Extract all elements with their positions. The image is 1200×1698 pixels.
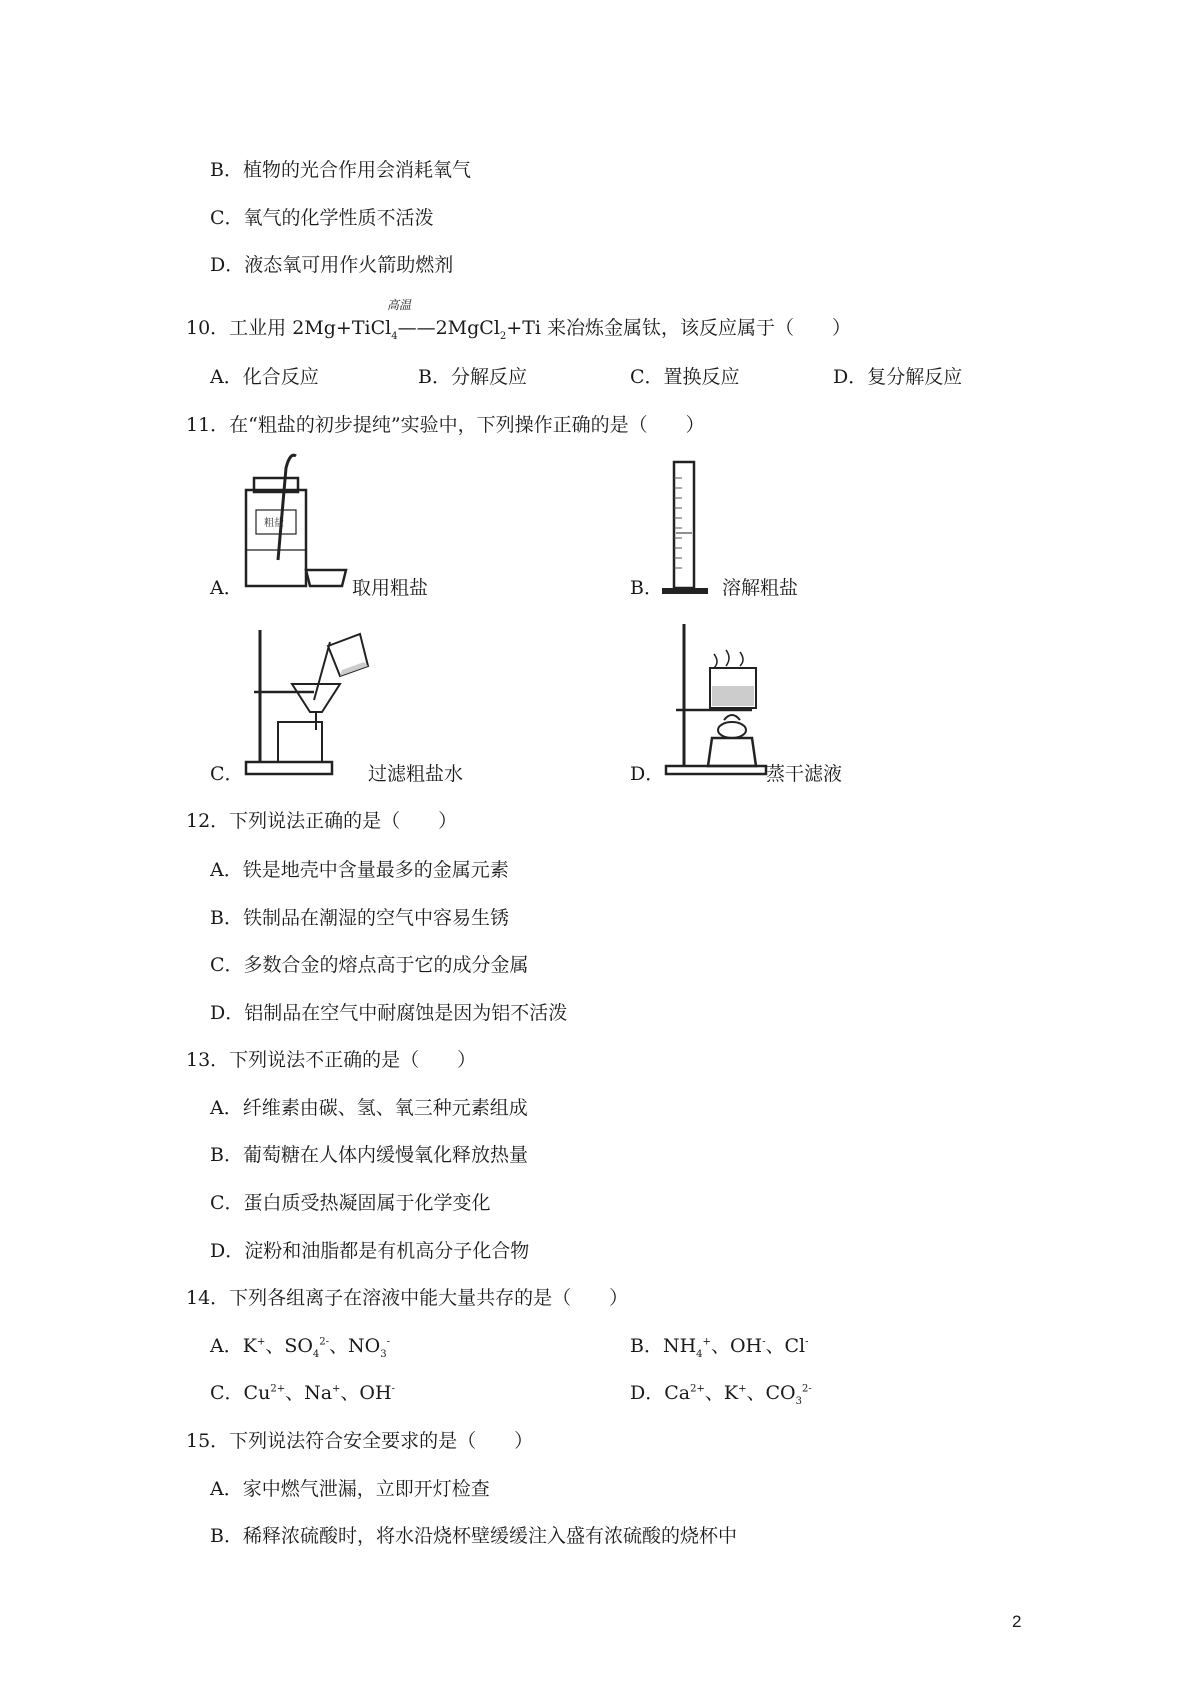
- ion-text: 、Cl: [765, 1335, 806, 1357]
- ion-charge: -: [386, 1336, 391, 1348]
- q14-d-label: D．: [630, 1382, 665, 1404]
- ion-subscript: 4: [696, 1348, 703, 1360]
- ion-charge: -: [391, 1383, 395, 1395]
- figure-graduated-cylinder: [660, 458, 710, 598]
- ion-charge: 2+: [270, 1383, 286, 1395]
- q13-stem: 13．下列说法不正确的是（ ）: [186, 1049, 477, 1071]
- ion-charge: +: [256, 1336, 266, 1348]
- figure-evaporation: [662, 620, 772, 778]
- ion-charge: +: [702, 1336, 711, 1348]
- q12-stem: 12．下列说法正确的是（ ）: [186, 810, 458, 832]
- q13-option-c: C．蛋白质受热凝固属于化学变化: [210, 1192, 491, 1214]
- ion-charge: +: [738, 1383, 747, 1395]
- q10-option-a: A．化合反应: [210, 366, 319, 388]
- q10-option-d: D．复分解反应: [833, 366, 963, 388]
- q15-option-a: A．家中燃气泄漏，立即开灯检查: [210, 1478, 490, 1500]
- ion-charge: -: [762, 1336, 766, 1348]
- ion-text: NH: [662, 1335, 697, 1357]
- q15-stem: 15．下列说法符合安全要求的是（ ）: [186, 1430, 534, 1452]
- figure-take-salt: [238, 450, 350, 590]
- q10-mid: 2MgCl: [435, 317, 500, 339]
- q9-option-c: C．氧气的化学性质不活泼: [210, 207, 434, 229]
- q14-c-label: C．: [210, 1382, 244, 1404]
- ion-text: Ca: [664, 1382, 691, 1404]
- q10-sub2: 2: [499, 330, 507, 342]
- ion-text: 、K: [704, 1382, 739, 1404]
- ion-text: Cu: [243, 1382, 271, 1404]
- q12-option-b: B．铁制品在潮湿的空气中容易生锈: [210, 907, 509, 929]
- ion-charge: -: [805, 1336, 809, 1348]
- q14-a-label: A．: [210, 1335, 243, 1357]
- q10-prefix: 10．工业用 2Mg+TiCl: [186, 317, 392, 339]
- ion-subscript: 3: [795, 1395, 802, 1407]
- figure-filtration: [244, 626, 374, 778]
- q13-option-d: D．淀粉和油脂都是有机高分子化合物: [210, 1240, 530, 1262]
- ion-subscript: 3: [380, 1348, 387, 1360]
- ion-text: K: [242, 1335, 257, 1357]
- q13-option-a: A．纤维素由碳、氢、氧三种元素组成: [210, 1097, 528, 1119]
- q11-option-c-caption: 过滤粗盐水: [368, 763, 464, 785]
- q14-b-label: B．: [630, 1335, 663, 1357]
- q14-option-d: [630, 1381, 812, 1405]
- ion-text: 、NO: [329, 1335, 381, 1357]
- q12-option-c: C．多数合金的熔点高于它的成分金属: [210, 954, 529, 976]
- page-number: 2: [1012, 1612, 1022, 1631]
- q14-stem: 14．下列各组离子在溶液中能大量共存的是（ ）: [186, 1287, 629, 1309]
- q14-option-c: [210, 1381, 395, 1405]
- q10-arrow: ——: [397, 317, 436, 339]
- q11-option-d-letter: D．: [630, 763, 665, 785]
- q11-option-d-caption: 蒸干滤液: [766, 763, 843, 785]
- q10-condition: 高温: [387, 298, 412, 312]
- ion-text: 、CO: [746, 1382, 796, 1404]
- ion-subscript: 4: [312, 1348, 320, 1360]
- q10-suffix: +Ti 来冶炼金属钛，该反应属于（ ）: [506, 317, 852, 339]
- svg-text:粗盐: 粗盐: [264, 518, 284, 529]
- ion-charge: 2+: [690, 1383, 705, 1395]
- q11-option-a-letter: A．: [210, 577, 243, 599]
- q11-option-a-caption: 取用粗盐: [352, 577, 429, 599]
- ion-charge: 2-: [319, 1336, 330, 1348]
- q10-stem: [186, 316, 851, 340]
- ion-charge: +: [332, 1383, 341, 1395]
- ion-text: 、OH: [340, 1382, 392, 1404]
- ion-text: 、SO: [265, 1335, 313, 1357]
- q11-option-b-caption: 溶解粗盐: [722, 577, 799, 599]
- q14-option-b: [630, 1334, 809, 1358]
- q10-option-c: C．置换反应: [630, 366, 740, 388]
- q11-option-c-letter: C．: [210, 763, 244, 785]
- ion-charge: 2-: [801, 1383, 812, 1395]
- q10-sub4: 4: [391, 330, 398, 342]
- q15-option-b: B．稀释浓硫酸时，将水沿烧杯壁缓缓注入盛有浓硫酸的烧杯中: [210, 1525, 737, 1547]
- ion-text: 、Na: [285, 1382, 333, 1404]
- q9-option-d: D．液态氧可用作火箭助燃剂: [210, 254, 454, 276]
- q9-option-b: B．植物的光合作用会消耗氧气: [210, 159, 471, 181]
- q12-option-d: D．铝制品在空气中耐腐蚀是因为铝不活泼: [210, 1002, 568, 1024]
- q14-option-a: [210, 1334, 390, 1358]
- ion-text: 、OH: [710, 1335, 763, 1357]
- q11-stem: 11．在“粗盐的初步提纯”实验中，下列操作正确的是（ ）: [186, 414, 705, 436]
- q13-option-b: B．葡萄糖在人体内缓慢氧化释放热量: [210, 1144, 528, 1166]
- q11-option-b-letter: B．: [630, 577, 663, 599]
- q12-option-a: A．铁是地壳中含量最多的金属元素: [210, 859, 509, 881]
- q10-option-b: B．分解反应: [418, 366, 527, 388]
